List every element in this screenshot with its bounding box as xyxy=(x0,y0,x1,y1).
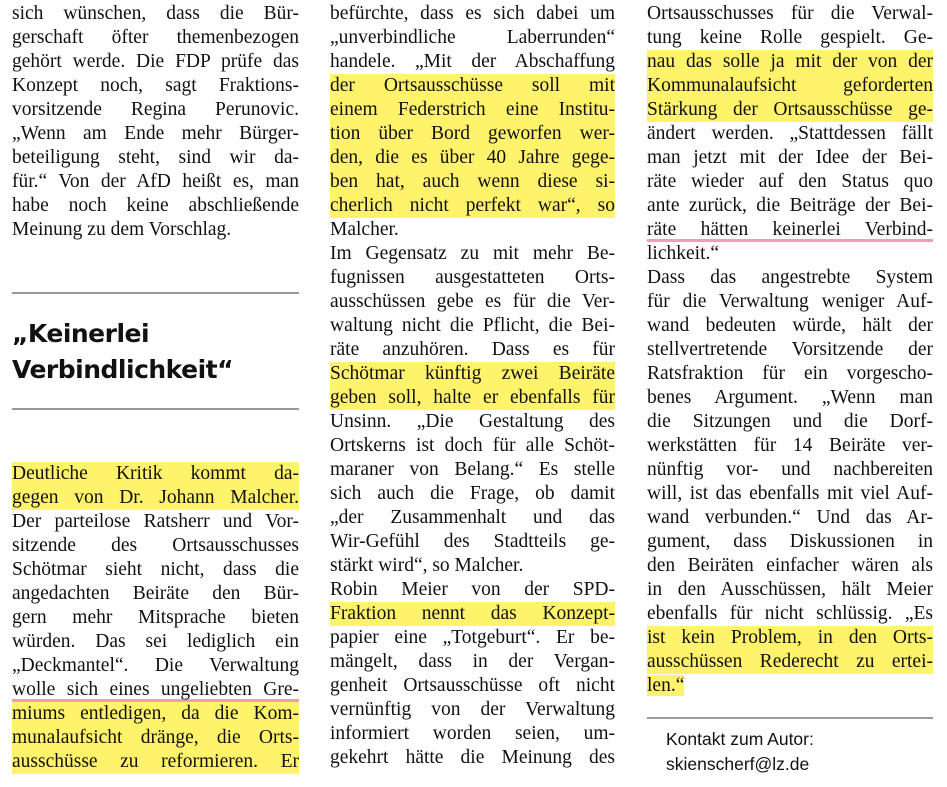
underlined-text: wolle sich eines ungeliebten Gre- xyxy=(12,679,299,700)
highlighted-text: ausschüsse zu reformieren. Er xyxy=(12,751,299,772)
text-line: Wir-Gefühl des Stadtteils ge- xyxy=(330,531,615,552)
text-line: mängelt, dass in der Vergan- xyxy=(330,651,615,672)
text-line: „der Zusammenhalt und das xyxy=(330,507,615,528)
section-heading xyxy=(12,316,302,388)
text-line: ausschüssen gebe es für die Ver- xyxy=(330,291,615,312)
text-line: Schötmar sieht nicht, dass die xyxy=(12,559,299,580)
highlighted-text: nau das solle ja mit der von der xyxy=(647,51,933,72)
text-line: nünftig vor- und nachbereiten xyxy=(647,459,933,480)
highlighted-text: gegen von Dr. Johann Malcher. xyxy=(12,487,299,508)
highlighted-text: den, die es über 40 Jahre gege- xyxy=(330,147,615,168)
text-line xyxy=(330,122,615,146)
text-line xyxy=(12,702,299,726)
text-line: Der parteilose Ratsherr und Vor- xyxy=(12,511,299,532)
highlighted-text: Kommunalaufsicht geforderten xyxy=(647,75,933,96)
text-line: Ratsfraktion für ein vorgescho- xyxy=(647,363,933,384)
highlighted-text: tion über Bord geworfen wer- xyxy=(330,123,615,144)
text-line: Unsinn. „Die Gestaltung des xyxy=(330,411,615,432)
text-line: räte anzuhören. Dass es für xyxy=(330,339,615,360)
highlighted-text: geben soll, halte er ebenfalls für xyxy=(330,387,615,408)
text-line: werkstätten für 14 Beiräte ver- xyxy=(647,435,933,456)
text-line: Dass das angestrebte System xyxy=(647,267,933,288)
underlined-text: räte hätten keinerlei Verbind- xyxy=(647,219,933,240)
text-line: Robin Meier von der SPD- xyxy=(330,579,615,600)
text-line: für.“ Von der AfD heißt es, man xyxy=(12,171,299,192)
text-line xyxy=(330,386,615,410)
text-line: stellvertretende Vorsitzende der xyxy=(647,339,933,360)
text-line: vernünftig von der Verwaltung xyxy=(330,699,615,720)
text-line: sich wünschen, dass die Bür- xyxy=(12,3,299,24)
text-line: räte wieder auf den Status quo xyxy=(647,171,933,192)
highlighted-text: len.“ xyxy=(647,675,685,696)
text-line: genheit Ortsausschüsse oft nicht xyxy=(330,675,615,696)
text-line: Malcher. xyxy=(330,219,399,240)
text-line xyxy=(330,170,615,194)
text-line: fugnissen ausgestatteten Orts- xyxy=(330,267,615,288)
text-line: handele. „Mit der Abschaffung xyxy=(330,51,615,72)
text-line: papier eine „Totgeburt“. Er be- xyxy=(330,627,615,648)
text-line: ante zurück, die Beiträge der Bei- xyxy=(647,195,933,216)
text-line xyxy=(12,486,299,510)
highlighted-text: einem Federstrich eine Institu- xyxy=(330,99,615,120)
highlighted-text: der Ortsausschüsse soll mit xyxy=(330,75,615,96)
section-heading-line-2: Verbindlichkeit“ xyxy=(12,355,234,384)
text-line xyxy=(330,74,615,98)
text-line: will, ist das ebenfalls mit viel Auf- xyxy=(647,483,933,504)
text-line xyxy=(12,750,299,774)
highlighted-text: Fraktion nennt das Konzept- xyxy=(330,603,615,624)
highlighted-text: ist kein Problem, in den Orts- xyxy=(647,627,933,648)
highlighted-text: munalaufsicht dränge, die Orts- xyxy=(12,727,299,748)
text-line: waltung nicht die Pflicht, die Bei- xyxy=(330,315,615,336)
text-line: Ortskerns ist doch für alle Schöt- xyxy=(330,435,615,456)
text-line: tung keine Rolle gespielt. Ge- xyxy=(647,27,933,48)
highlighted-text: cherlich nicht perfekt war“, so xyxy=(330,195,615,216)
text-line: gument, dass Diskussionen in xyxy=(647,531,933,552)
contact-divider xyxy=(647,717,933,719)
text-line xyxy=(12,678,299,702)
text-line: würden. Das sei lediglich ein xyxy=(12,631,299,652)
text-line: Meinung zu dem Vorschlag. xyxy=(12,219,232,240)
text-line xyxy=(647,626,933,650)
text-line: gekehrt hätte die Meinung des xyxy=(330,747,615,768)
section-heading-line-1: „Keinerlei xyxy=(12,319,150,348)
text-line: sich auch die Frage, ob damit xyxy=(330,483,615,504)
text-line: „Wenn am Ende mehr Bürger- xyxy=(12,123,299,144)
text-line xyxy=(647,98,933,122)
text-line xyxy=(647,50,933,74)
text-line xyxy=(330,194,615,218)
author-contact xyxy=(666,727,936,777)
highlighted-text: miums entledigen, da die Kom- xyxy=(12,703,299,724)
text-line xyxy=(12,726,299,750)
highlighted-text: ausschüssen Rederecht zu ertei- xyxy=(647,651,933,672)
contact-email[interactable]: skienscherf@lz.de xyxy=(666,754,810,774)
text-line xyxy=(330,602,615,626)
text-line: informiert worden seien, um- xyxy=(330,723,615,744)
text-line: gern mehr Mitsprache bieten xyxy=(12,607,299,628)
text-line: vorsitzende Regina Perunovic. xyxy=(12,99,299,120)
text-line: stärkt wird“, so Malcher. xyxy=(330,555,524,576)
text-line: maraner von Belang.“ Es stelle xyxy=(330,459,615,480)
highlighted-text: Deutliche Kritik kommt da- xyxy=(12,463,299,484)
text-line: den Beiräten einfacher wären als xyxy=(647,555,933,576)
text-line: „unverbindliche Laberrunden“ xyxy=(330,27,615,48)
text-line: Ortsausschusses für die Verwal- xyxy=(647,3,933,24)
section-divider-top xyxy=(12,292,299,294)
text-line xyxy=(647,674,933,698)
text-line: „Deckmantel“. Die Verwaltung xyxy=(12,655,299,676)
text-line: befürchte, dass es sich dabei um xyxy=(330,3,615,24)
text-line xyxy=(647,74,933,98)
text-line: beteiligung steht, sind wir da- xyxy=(12,147,299,168)
text-line: Im Gegensatz zu mit mehr Be- xyxy=(330,243,615,264)
text-line: man jetzt mit der Idee der Bei- xyxy=(647,147,933,168)
text-line: gehört werde. Die FDP prüfe das xyxy=(12,51,299,72)
text-line: ebenfalls für nicht schlüssig. „Es xyxy=(647,603,933,624)
text-line: lichkeit.“ xyxy=(647,243,720,264)
text-line: benes Argument. „Wenn man xyxy=(647,387,933,408)
text-line xyxy=(330,98,615,122)
text-line: die Sitzungen und die Dorf- xyxy=(647,411,933,432)
text-line: Konzept noch, sagt Fraktions- xyxy=(12,75,299,96)
text-line xyxy=(12,462,299,486)
highlighted-text: Schötmar künftig zwei Beiräte xyxy=(330,363,615,384)
section-divider-bottom xyxy=(12,408,299,410)
text-line: ändert werden. „Stattdessen fällt xyxy=(647,123,933,144)
text-line xyxy=(330,146,615,170)
text-line: sitzende des Ortsausschusses xyxy=(12,535,299,556)
highlighted-text: ben hat, auch wenn diese si- xyxy=(330,171,615,192)
text-line xyxy=(647,218,933,242)
text-line: angedachten Beiräte den Bür- xyxy=(12,583,299,604)
text-line xyxy=(647,650,933,674)
text-line: gerschaft öfter themenbezogen xyxy=(12,27,299,48)
text-line: habe noch keine abschließende xyxy=(12,195,299,216)
contact-label: Kontakt zum Autor: xyxy=(666,729,814,749)
text-line xyxy=(330,362,615,386)
text-line: wand bedeuten würde, hält der xyxy=(647,315,933,336)
text-line: in den Ausschüssen, hält Meier xyxy=(647,579,933,600)
text-line: wand verbunden.“ Und das Ar- xyxy=(647,507,933,528)
text-line: für die Verwaltung weniger Auf- xyxy=(647,291,933,312)
highlighted-text: Stärkung der Ortsausschüsse ge- xyxy=(647,99,933,120)
